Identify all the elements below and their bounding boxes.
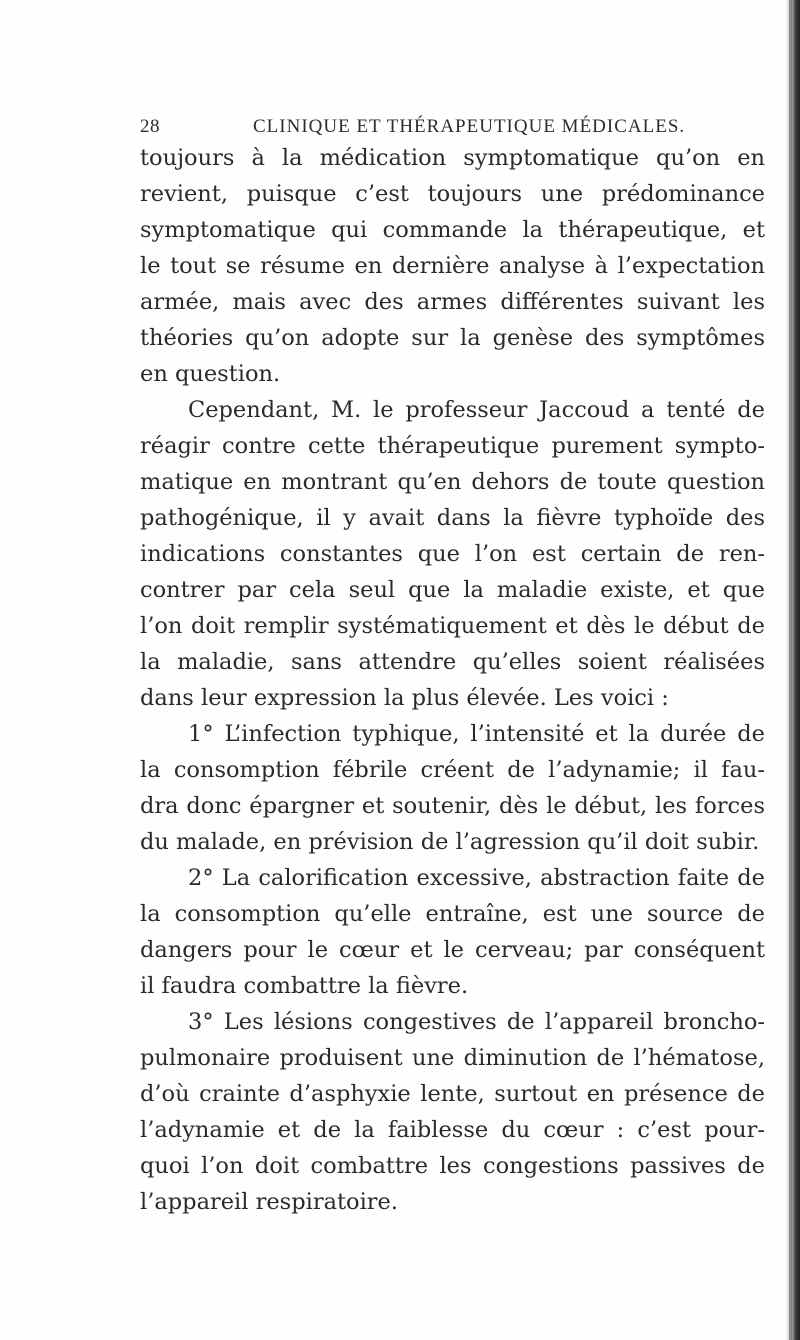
binding-shadow xyxy=(789,0,792,1340)
page-number: 28 xyxy=(140,116,160,137)
paragraph-start-line: 1° L’infection typhique, l’intensité et la durée de xyxy=(188,721,765,747)
paragraph-start-line: 2° La calorification excessive, abstraction faite de xyxy=(188,865,765,891)
text-line: dra donc épargner et soutenir, dès le début, les forces xyxy=(140,793,765,819)
text-line: la consomption qu’elle entraîne, est une source de xyxy=(140,901,765,927)
text-line: dans leur expression la plus élevée. Les voici : xyxy=(140,685,669,711)
text-line: armée, mais avec des armes différentes suivant les xyxy=(140,289,765,315)
text-line: réagir contre cette thérapeutique purement sympto- xyxy=(140,433,765,459)
text-line: en question. xyxy=(140,361,281,387)
text-line: du malade, en prévision de l’agression qu’il doit subir. xyxy=(140,829,760,855)
text-line: symptomatique qui commande la thérapeutique, et xyxy=(140,217,765,243)
text-line: revient, puisque c’est toujours une prédominance xyxy=(140,181,765,207)
text-line: l’on doit remplir systématiquement et dès le début de xyxy=(140,613,765,639)
text-line: pulmonaire produisent une diminution de l’hématose, xyxy=(140,1045,765,1071)
text-line: indications constantes que l’on est certain de ren- xyxy=(140,541,765,567)
text-line: matique en montrant qu’en dehors de toute question xyxy=(140,469,765,495)
text-line: quoi l’on doit combattre les congestions passives de xyxy=(140,1153,765,1179)
text-line: contrer par cela seul que la maladie existe, et que xyxy=(140,577,765,603)
text-line: toujours à la médication symptomatique qu’on en xyxy=(140,145,765,171)
paragraph-start-line: Cependant, M. le professeur Jaccoud a tenté de xyxy=(188,397,765,423)
text-line: la maladie, sans attendre qu’elles soient réalisées xyxy=(140,649,765,675)
running-header xyxy=(140,116,765,140)
body-text xyxy=(140,140,765,1220)
text-line: il faudra combattre la fièvre. xyxy=(140,973,469,999)
page-binding-edge xyxy=(786,0,800,1340)
text-line: dangers pour le cœur et le cerveau; par conséquent xyxy=(140,937,765,963)
text-line: théories qu’on adopte sur la genèse des symptômes xyxy=(140,325,765,351)
text-line: d’où crainte d’asphyxie lente, surtout en présence de xyxy=(140,1081,765,1107)
text-line: l’appareil respiratoire. xyxy=(140,1189,398,1215)
paragraph-start-line: 3° Les lésions congestives de l’appareil broncho- xyxy=(188,1009,765,1035)
text-line: pathogénique, il y avait dans la fièvre typhoïde des xyxy=(140,505,765,531)
running-title: CLINIQUE ET THÉRAPEUTIQUE MÉDICALES. xyxy=(253,116,686,137)
text-line: le tout se résume en dernière analyse à l’expectation xyxy=(140,253,765,279)
text-line: la consomption fébrile créent de l’adynamie; il fau- xyxy=(140,757,765,783)
text-line: l’adynamie et de la faiblesse du cœur : c’est pour- xyxy=(140,1117,765,1143)
